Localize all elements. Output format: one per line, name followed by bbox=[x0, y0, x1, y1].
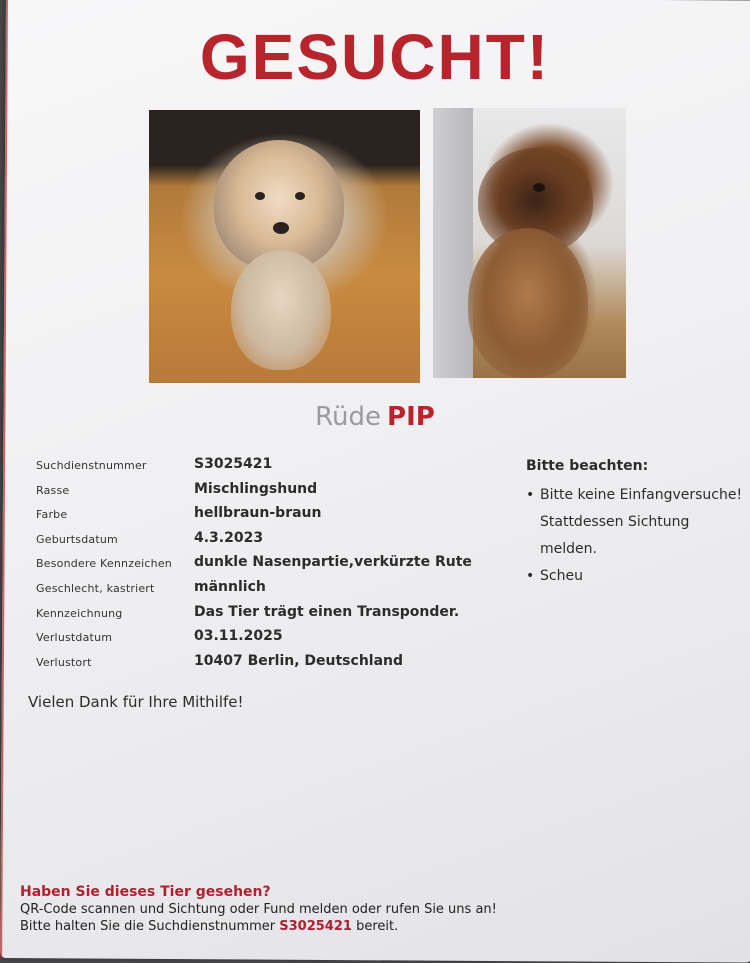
notice-item: • Bitte keine Einfangversuche! Stattdessen Sichtung melden. bbox=[526, 482, 748, 563]
name-prefix: Rüde bbox=[315, 402, 382, 432]
notice-list bbox=[526, 482, 748, 590]
details-row bbox=[28, 652, 498, 677]
details-label: Geburtsdatum bbox=[36, 532, 118, 546]
details-label: Besondere Kennzeichen bbox=[36, 557, 172, 571]
name-highlight: PIP bbox=[387, 402, 435, 432]
details-label: Farbe bbox=[36, 508, 68, 522]
footer-line-2 bbox=[20, 918, 720, 935]
details-value: Mischlingshund bbox=[194, 480, 318, 497]
details-row bbox=[28, 504, 498, 529]
details-label: Verlustdatum bbox=[36, 631, 113, 645]
details-value: 4.3.2023 bbox=[194, 529, 264, 546]
thanks-text: Vielen Dank für Ihre Mithilfe! bbox=[28, 693, 244, 711]
notice-heading: Bitte beachten: bbox=[526, 458, 649, 474]
details-value: männlich bbox=[194, 578, 266, 595]
details-label: Suchdienstnummer bbox=[36, 459, 147, 472]
footer bbox=[20, 884, 720, 935]
footer-question: Haben Sie dieses Tier gesehen? bbox=[20, 884, 271, 900]
footer-line-1: QR-Code scannen und Sichtung oder Fund melden oder rufen Sie uns an! bbox=[20, 902, 497, 917]
dog-photo-front bbox=[149, 110, 420, 383]
details-row bbox=[28, 627, 498, 652]
details-row bbox=[28, 603, 498, 628]
dog-photo-side bbox=[433, 108, 626, 378]
details-label: Rasse bbox=[36, 483, 70, 497]
footer-line-2-prefix: Bitte halten Sie die Suchdienstnummer bbox=[20, 919, 276, 934]
footer-search-number: S3025421 bbox=[279, 919, 352, 934]
details-label: Geschlecht, kastriert bbox=[36, 581, 155, 595]
details-table bbox=[28, 455, 498, 676]
details-row bbox=[28, 455, 498, 480]
details-value: hellbraun-braun bbox=[194, 505, 322, 522]
notice-item: • Scheu bbox=[526, 563, 748, 590]
details-row bbox=[28, 578, 498, 603]
details-value: 10407 Berlin, Deutschland bbox=[194, 652, 404, 669]
footer-line-2-suffix: bereit. bbox=[356, 919, 399, 934]
details-value: S3025421 bbox=[194, 456, 273, 472]
details-row bbox=[28, 529, 498, 554]
details-row bbox=[28, 553, 498, 578]
poster-title: GESUCHT! bbox=[199, 21, 551, 93]
details-row bbox=[28, 480, 498, 505]
details-label: Verlustort bbox=[36, 655, 92, 669]
details-label: Kennzeichnung bbox=[36, 606, 123, 620]
details-value: Das Tier trägt einen Transponder. bbox=[194, 603, 460, 620]
details-value: dunkle Nasenpartie,verkürzte Rute bbox=[194, 554, 472, 571]
dog-name bbox=[0, 402, 750, 432]
details-value: 03.11.2025 bbox=[194, 628, 283, 645]
paper-edge bbox=[0, 0, 8, 958]
notice-box bbox=[526, 458, 748, 590]
